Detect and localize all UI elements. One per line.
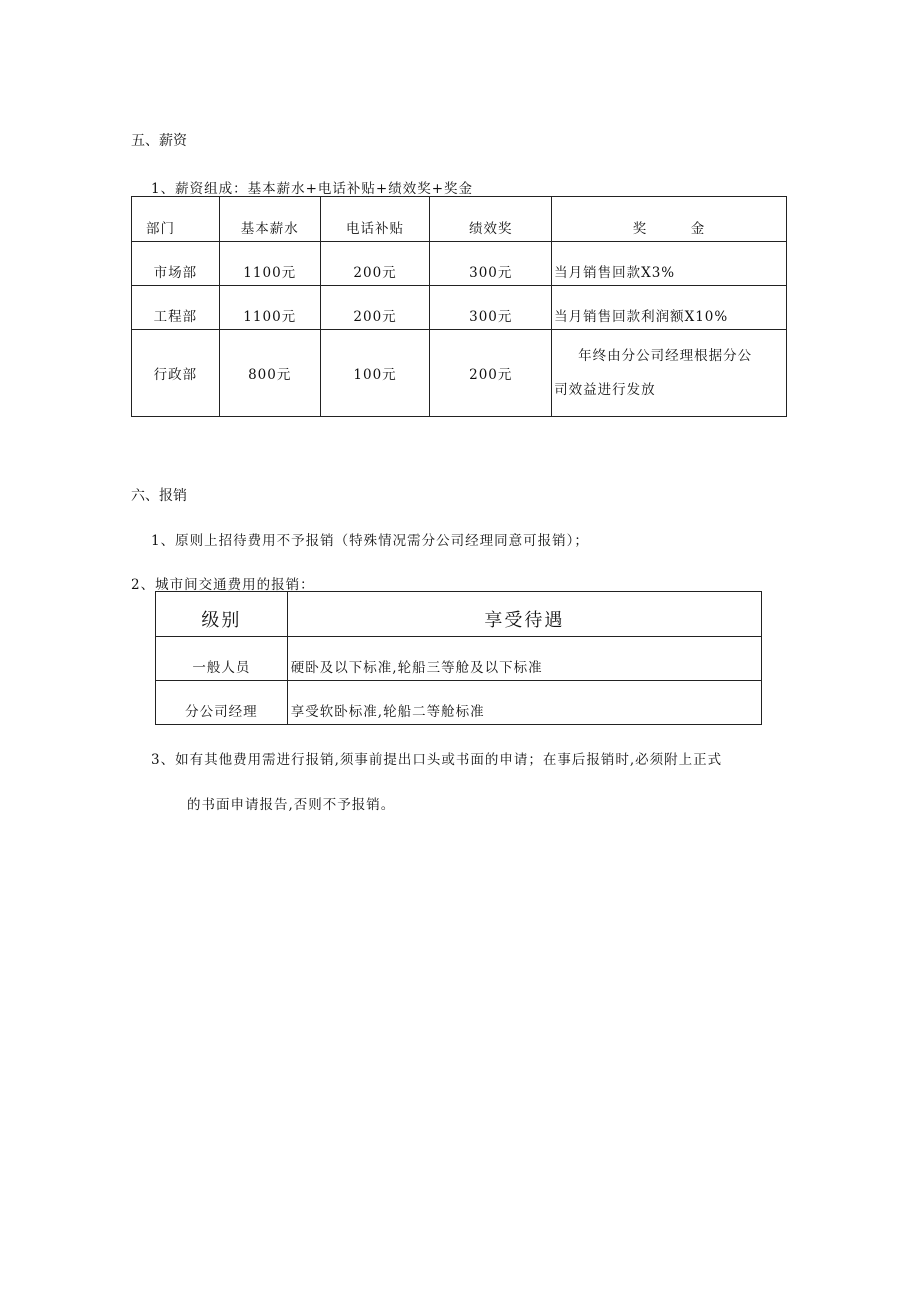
entitlement-cell: 硬卧及以下标准,轮船三等舱及以下标准 xyxy=(287,637,761,681)
bonus-cell xyxy=(552,330,787,417)
header-performance-bonus: 绩效奖 xyxy=(430,197,552,242)
bonus-cell: 当月销售回款X3% xyxy=(552,242,787,286)
header-phone-allowance: 电话补贴 xyxy=(320,197,430,242)
table-row xyxy=(132,242,787,286)
salary-composition-text: 1、薪资组成：基本薪水+电话补贴+绩效奖+奖金 xyxy=(151,181,474,197)
phone-allowance-cell: 100元 xyxy=(320,330,430,417)
phone-allowance-cell: 200元 xyxy=(320,286,430,330)
table-row xyxy=(132,286,787,330)
travel-reimbursement-text: 2、城市间交通费用的报销： xyxy=(131,577,315,593)
salary-table xyxy=(131,196,787,417)
other-expenses-text-line2: 的书面申请报告,否则不予报销。 xyxy=(187,797,396,813)
performance-bonus-cell: 200元 xyxy=(430,330,552,417)
header-level: 级别 xyxy=(156,592,288,637)
section5-title: 五、薪资 xyxy=(131,133,187,149)
table-row xyxy=(156,681,762,725)
dept-cell: 市场部 xyxy=(132,242,220,286)
table-row xyxy=(156,637,762,681)
phone-allowance-cell: 200元 xyxy=(320,242,430,286)
reimbursement-principle-text: 1、原则上招待费用不予报销（特殊情况需分公司经理同意可报销）； xyxy=(151,533,589,549)
base-salary-cell: 1100元 xyxy=(219,242,320,286)
dept-cell: 工程部 xyxy=(132,286,220,330)
header-department: 部门 xyxy=(132,197,220,242)
bonus-line-1: 年终由分公司经理根据分公 xyxy=(578,348,753,364)
base-salary-cell: 800元 xyxy=(219,330,320,417)
header-bonus: 奖 金 xyxy=(552,197,787,242)
dept-cell: 行政部 xyxy=(132,330,220,417)
performance-bonus-cell: 300元 xyxy=(430,242,552,286)
base-salary-cell: 1100元 xyxy=(219,286,320,330)
table-row xyxy=(132,330,787,417)
level-cell: 分公司经理 xyxy=(156,681,288,725)
bonus-cell: 当月销售回款利润额X10% xyxy=(552,286,787,330)
header-base-salary: 基本薪水 xyxy=(219,197,320,242)
travel-standard-table xyxy=(155,591,762,725)
other-expenses-text-line1: 3、如有其他费用需进行报销,须事前提出口头或书面的申请；在事后报销时,必须附上正式 xyxy=(151,752,723,768)
entitlement-cell: 享受软卧标准,轮船二等舱标准 xyxy=(287,681,761,725)
header-entitlement: 享受待遇 xyxy=(287,592,761,637)
bonus-line-2: 司效益进行发放 xyxy=(554,382,656,398)
salary-table-header xyxy=(132,197,787,242)
travel-table-header xyxy=(156,592,762,637)
performance-bonus-cell: 300元 xyxy=(430,286,552,330)
level-cell: 一般人员 xyxy=(156,637,288,681)
section6-title: 六、报销 xyxy=(131,488,187,504)
